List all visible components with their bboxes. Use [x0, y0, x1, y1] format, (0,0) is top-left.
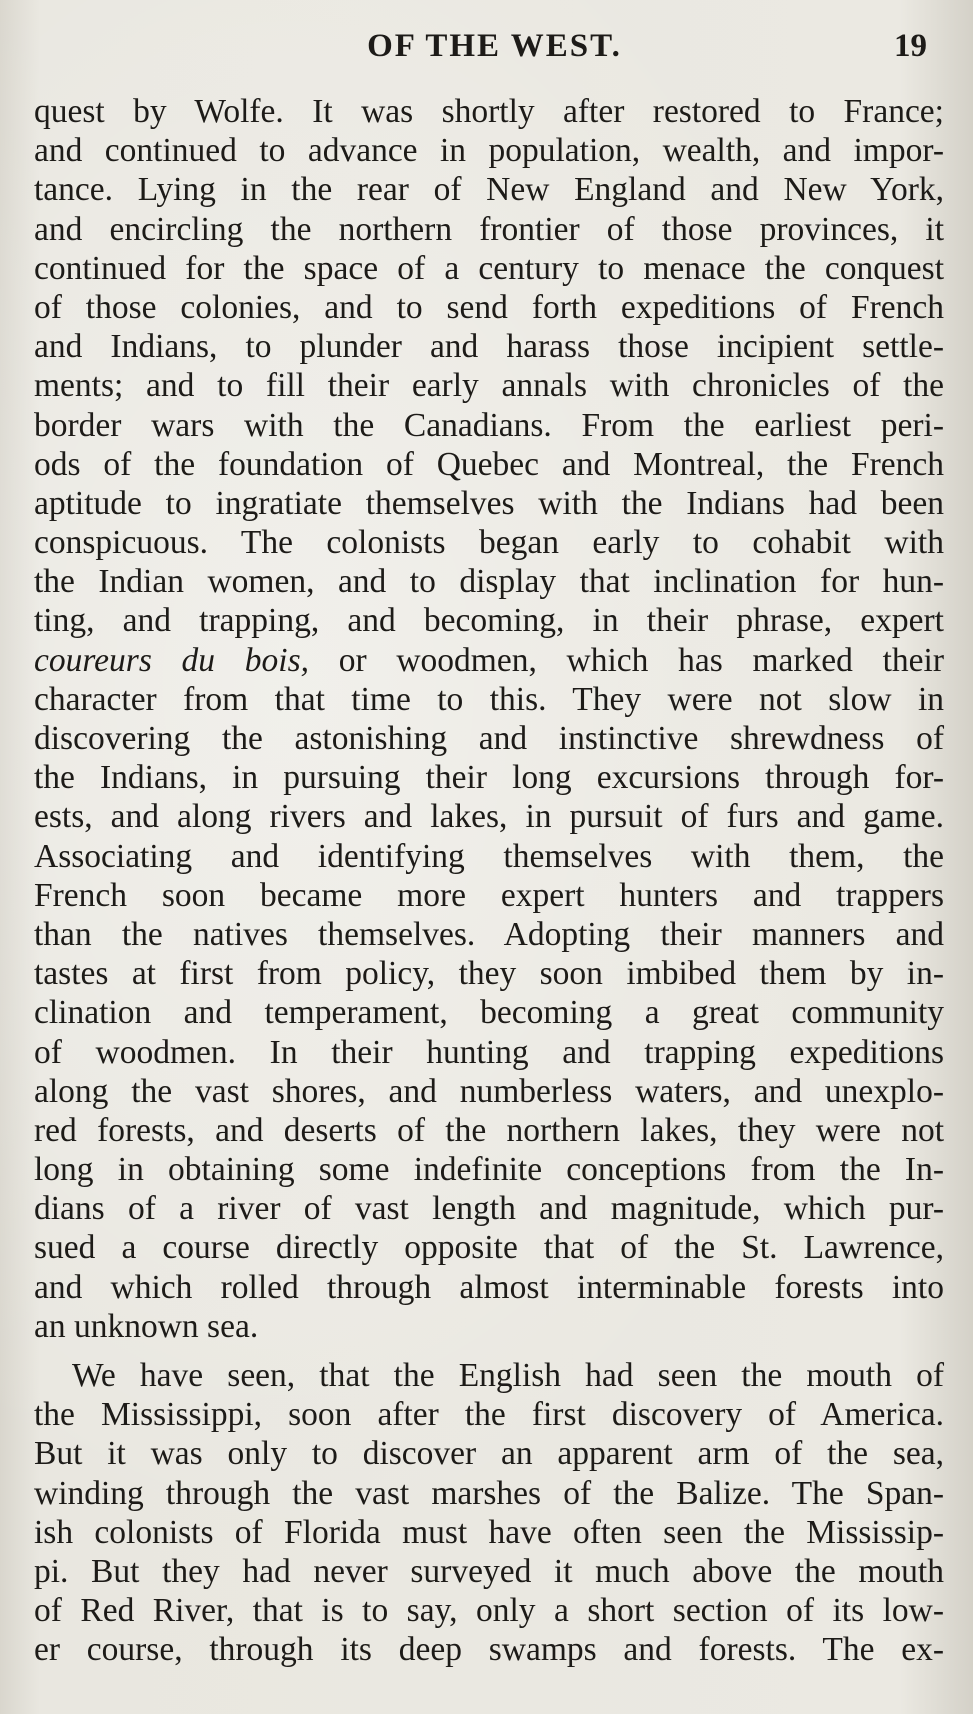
- text-line: character from that time to this. They were not slow in: [34, 680, 944, 718]
- text-line: Associating and identifying themselves with them, the: [34, 837, 944, 875]
- text-line: ests, and along rivers and lakes, in pursuit of furs and game.: [34, 798, 944, 836]
- text-line: long in obtaining some indefinite conceptions from the In-: [34, 1151, 944, 1189]
- paragraph: [34, 92, 944, 641]
- text-line: the Mississippi, soon after the first discovery of America.: [34, 1396, 944, 1434]
- text-line: border wars with the Canadians. From the earliest peri-: [34, 406, 944, 444]
- paragraph: [34, 680, 944, 1346]
- text-line: the Indians, in pursuing their long excursions through for-: [34, 759, 944, 797]
- text-line: ments; and to fill their early annals with chronicles of the: [34, 367, 944, 405]
- text-line: an unknown sea.: [34, 1307, 259, 1345]
- text-line: quest by Wolfe. It was shortly after restored to France;: [34, 93, 944, 130]
- page-header: [36, 28, 953, 78]
- text-line: But it was only to discover an apparent arm of the sea,: [34, 1435, 944, 1473]
- text-line: sued a course directly opposite that of the St. Lawrence,: [34, 1229, 944, 1267]
- body-text: [34, 92, 944, 1670]
- text-line: and which rolled through almost interminable forests into: [34, 1268, 944, 1306]
- text-line: ods of the foundation of Quebec and Montreal, the French: [34, 445, 944, 483]
- text-line: red forests, and deserts of the northern lakes, they were not: [34, 1111, 944, 1149]
- text-line: dians of a river of vast length and magnitude, which pur-: [34, 1190, 944, 1228]
- text-line: and Indians, to plunder and harass those incipient settle-: [34, 328, 944, 366]
- text-line: conspicuous. The colonists began early to cohabit with: [34, 524, 944, 562]
- running-head: OF THE WEST.: [367, 28, 622, 64]
- text-line: the Indian women, and to display that inclination for hun-: [34, 563, 944, 601]
- text-line: coureurs du bois, or woodmen, which has marked their: [34, 641, 945, 679]
- text-line: ting, and trapping, and becoming, in their phrase, expert: [34, 602, 944, 640]
- italic-phrase: coureurs du bois,: [34, 641, 309, 679]
- text-line: ish colonists of Florida must have often seen the Mississip-: [34, 1513, 944, 1551]
- text-line: clination and temperament, becoming a great community: [34, 994, 944, 1032]
- text-line: along the vast shores, and numberless waters, and unexplo-: [34, 1072, 944, 1110]
- text-line: tance. Lying in the rear of New England and New York,: [34, 171, 944, 209]
- text-line: continued for the space of a century to menace the conquest: [34, 249, 944, 287]
- text-line: winding through the vast marshes of the Balize. The Span-: [34, 1474, 944, 1512]
- text-line: and encircling the northern frontier of those provinces, it: [34, 210, 944, 248]
- text-line: French soon became more expert hunters and trappers: [34, 876, 944, 914]
- text-line: of those colonies, and to send forth expeditions of French: [34, 288, 944, 326]
- text-line: of woodmen. In their hunting and trapping expeditions: [34, 1033, 944, 1071]
- text-line: We have seen, that the English had seen the mouth of: [72, 1357, 944, 1394]
- page-number: 19: [894, 28, 927, 64]
- text-line: er course, through its deep swamps and forests. The ex-: [34, 1631, 944, 1669]
- text-line: discovering the astonishing and instinctive shrewdness of: [34, 720, 944, 757]
- paragraph-gap: [34, 1346, 944, 1356]
- text-line: than the natives themselves. Adopting their manners and: [34, 915, 944, 953]
- text-line: aptitude to ingratiate themselves with the Indians had been: [34, 484, 944, 522]
- text-line: tastes at first from policy, they soon imbibed them by in-: [34, 955, 944, 993]
- text-line: of Red River, that is to say, only a short section of its low-: [34, 1592, 944, 1630]
- text-line: and continued to advance in population, wealth, and impor-: [34, 132, 944, 170]
- text-line: pi. But they had never surveyed it much above the mouth: [34, 1552, 944, 1590]
- paragraph: [34, 1356, 944, 1670]
